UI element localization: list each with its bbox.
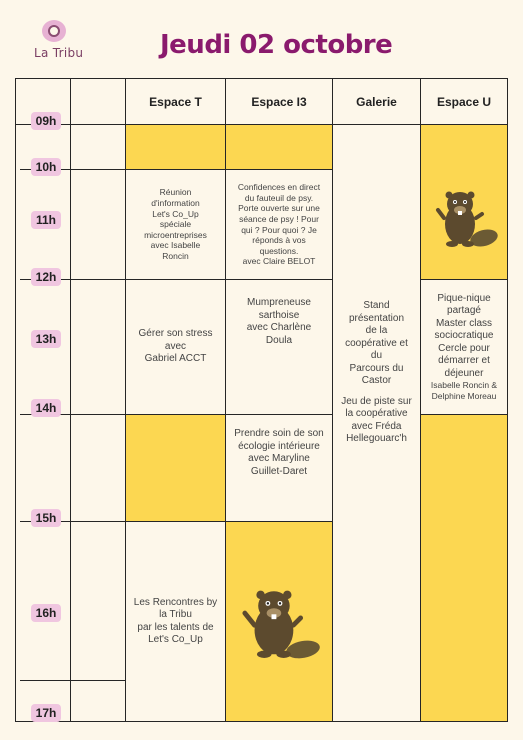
hour-label-12h: 12h (31, 268, 61, 286)
espace-i3-slot-0900 (225, 124, 333, 170)
event-mumpreneuse: Mumpreneuse sarthoise avec Charlène Doula (225, 279, 333, 415)
hour-label-17h: 17h (31, 704, 61, 722)
hour-label-10h: 10h (31, 158, 61, 176)
hour-label-14h: 14h (31, 399, 61, 417)
blank-column (70, 124, 126, 722)
hour-label-16h: 16h (31, 604, 61, 622)
column-header-galerie: Galerie (332, 78, 421, 125)
espace-u-slot-1400 (420, 414, 508, 722)
column-header-espace-t: Espace T (125, 78, 226, 125)
event-pique-nique: Pique-nique partagé Master class sociocratique Cercle pour démarrer et déjeuner Isabelle Roncin & Delphine Moreau (420, 279, 508, 415)
beaver-illustration-icon (240, 584, 320, 664)
column-header-espace-i3: Espace I3 (225, 78, 333, 125)
page-title: Jeudi 02 octobre (160, 30, 393, 60)
beaver-illustration-icon (432, 186, 498, 252)
event-confidences-psy: Confidences en direct du fauteuil de psy. Porte ouverte sur une séance de psy ! Pour qui ? Pour quoi ? Je réponds à vos questions. avec Claire BELOT (225, 169, 333, 280)
hour-line (20, 680, 126, 681)
column-header-espace-u: Espace U (420, 78, 508, 125)
event-gerer-son-stress: Gérer son stress avec Gabriel ACCT (125, 279, 226, 415)
logo-text: La Tribu (34, 46, 84, 60)
espace-t-slot-0900 (125, 124, 226, 170)
la-tribu-logo (30, 20, 90, 64)
event-ecologie-interieure: Prendre soin de son écologie intérieure avec Maryline Guillet-Daret (225, 414, 333, 522)
espace-t-slot-1400 (125, 414, 226, 522)
event-stand-cooperative: Stand présentation de la coopérative et du Parcours du Castor Jeu de piste sur la coopérative avec Fréda Hellegouarc'h (332, 124, 421, 722)
event-rencontres-by-la-tribu: Les Rencontres by la Tribu par les talents de Let's Co_Up (125, 521, 226, 722)
hour-label-13h: 13h (31, 330, 61, 348)
event-reunion-information: Réunion d'information Let's Co_Up spéciale microentreprises avec Isabelle Roncin (125, 169, 226, 280)
hour-label-11h: 11h (31, 211, 61, 229)
logo-mark-icon (42, 20, 66, 42)
hour-label-09h: 09h (31, 112, 61, 130)
hour-label-15h: 15h (31, 509, 61, 527)
header-blank (70, 78, 126, 125)
